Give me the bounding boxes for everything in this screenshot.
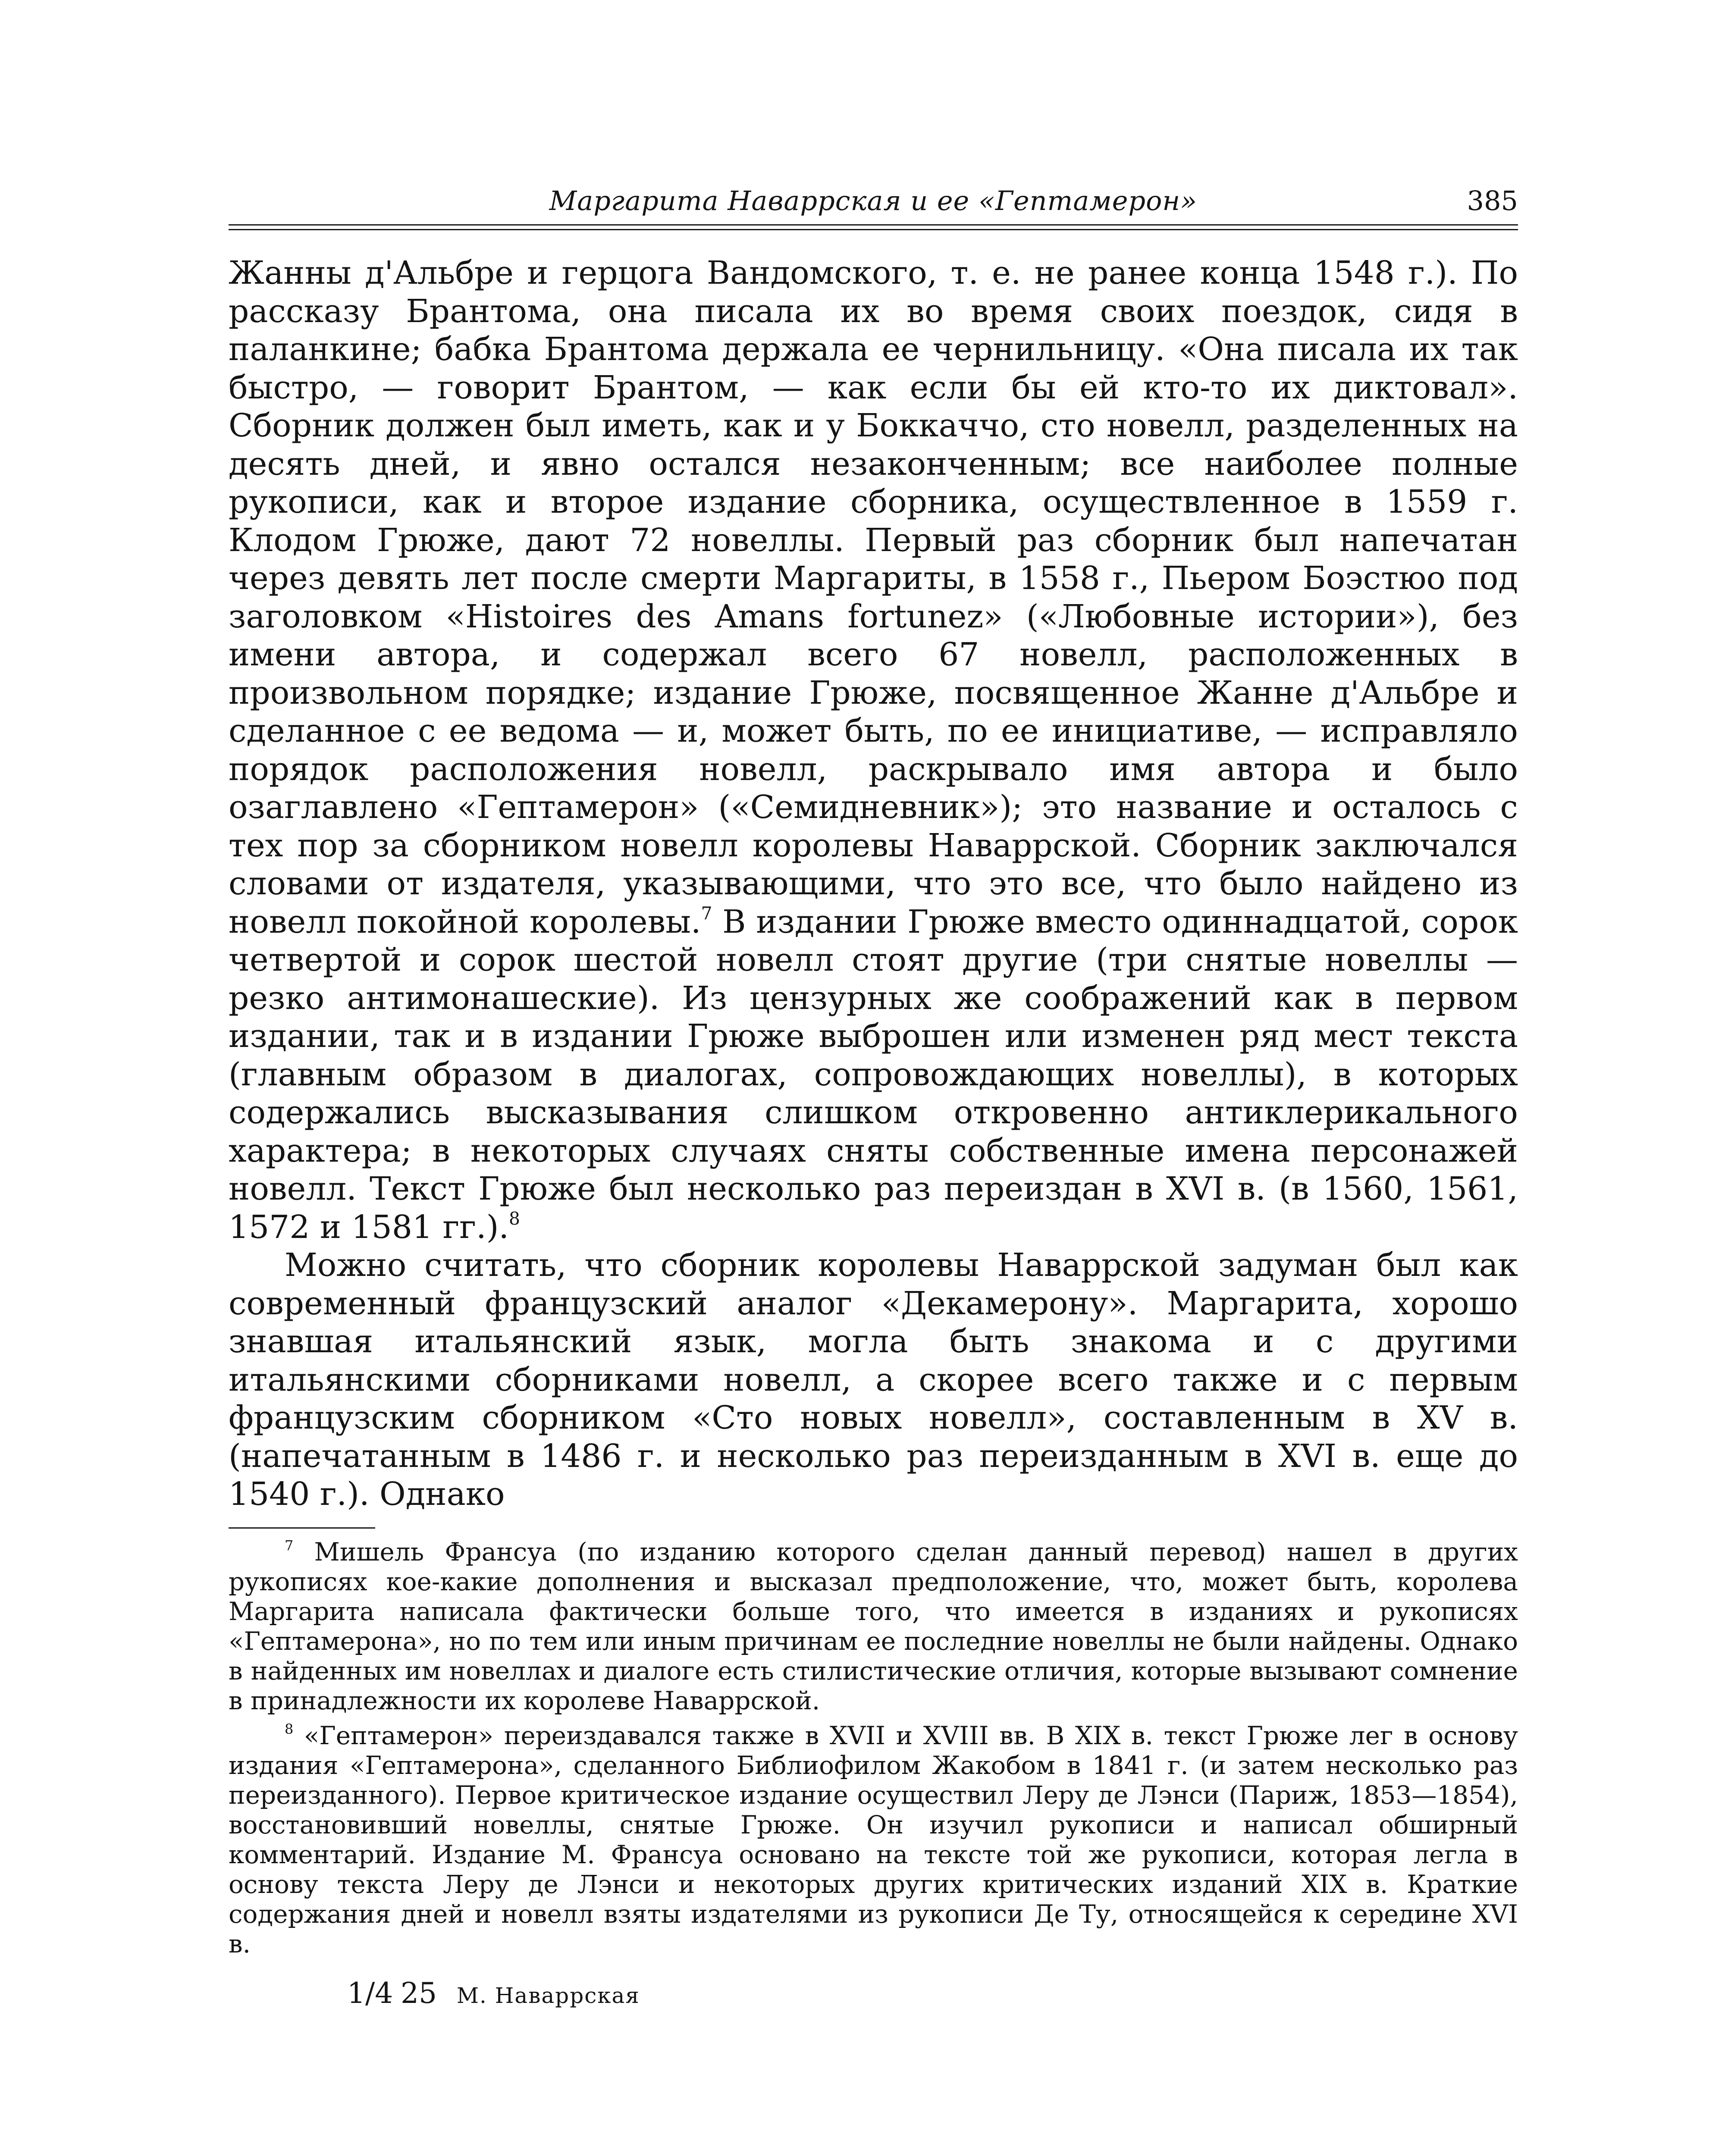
printer-signature bbox=[229, 1976, 1518, 2013]
running-title: Маргарита Наваррская и ее «Гептамерон» bbox=[549, 185, 1198, 216]
paragraph-1-text-b: В издании Грюже вместо одиннадцатой, сорок четвертой и сорок шестой новелл стоят другие (три снятые новеллы — резко антимонашеские). Из цензурных же соображений как в первом издании, так и в издании Грюже выброшен или изменен ряд мест текста (главным образом в диалогах, сопровождающих новеллы), в которых содержались высказывания слишком откровенно антиклерикального характера; в некоторых случаях сняты собственные имена персонажей новелл. Текст Грюже был несколько раз переиздан в XVI в. (в 1560, 1561, 1572 и 1581 гг.). bbox=[229, 903, 1518, 1246]
footnote-rule bbox=[229, 1527, 375, 1529]
header-rule-top bbox=[229, 224, 1518, 226]
running-header bbox=[229, 181, 1518, 221]
footnote-ref-8: 8 bbox=[509, 1208, 520, 1229]
footnote-7 bbox=[229, 1537, 1518, 1716]
paragraph-2: Можно считать, что сборник королевы Наваррской задуман был как современный французский аналог «Декамерону». Маргарита, хорошо знавшая итальянский язык, могла быть знакома и с другими итальянскими сборниками новелл, а скорее всего также и с первым французским сборником «Сто новых новелл», составленным в XV в. (напечатанным в 1486 г. и несколько раз переизданным в XVI в. еще до 1540 г.). Однако bbox=[229, 1247, 1518, 1513]
footnote-7-marker: 7 bbox=[285, 1537, 294, 1554]
book-page bbox=[229, 181, 1518, 2087]
signature-fraction: 1/4 bbox=[347, 1976, 393, 2010]
paragraph-1 bbox=[229, 254, 1518, 1246]
footnote-8-text: «Гептамерон» переиздавался также в XVII и XVIII вв. В XIX в. текст Грюже лег в основу издания «Гептамерона», сделанного Библиофилом Жакобом в 1841 г. (и затем несколько раз переизданного). Первое критическое издание осуществил Леру де Лэнси (Париж, 1853—1854), восстановивший новеллы, снятые Грюже. Он изучил рукописи и написал обширный комментарий. Издание М. Франсуа основано на тексте той же рукописи, которая легла в основу текста Леру де Лэнси и некоторых других критических изданий XIX в. Краткие содержания дней и новелл взяты издателями из рукописи Де Ту, относящейся к середине XVI в. bbox=[229, 1720, 1518, 1959]
footnote-8 bbox=[229, 1721, 1518, 1959]
paragraph-1-text-a: Жанны д'Альбре и герцога Вандомского, т. е. не ранее конца 1548 г.). По рассказу Брантома, она писала их во время своих поездок, сидя в паланкине; бабка Брантома держала ее чернильницу. «Она писала их так быстро, — говорит Брантом, — как если бы ей кто-то их диктовал». Сборник должен был иметь, как и у Боккаччо, сто новелл, разделенных на десять дней, и явно остался незаконченным; все наиболее полные рукописи, как и второе издание сборника, осуществленное в 1559 г. Клодом Грюже, дают 72 новеллы. Первый раз сборник был напечатан через девять лет после смерти Маргариты, в 1558 г., Пьером Боэстюо под заголовком «Histoires des Amans fortunez» («Любовные истории»), без имени автора, и содержал всего 67 новелл, расположенных в произвольном порядке; издание Грюже, посвященное Жанне д'Альбре и сделанное с ее ведома — и, может быть, по ее инициативе, — исправляло порядок расположения новелл, раскрывало имя автора и было озаглавлено «Гептамерон» («Семидневник»); это название и осталось с тех пор за сборником новелл королевы Наваррской. Сборник заключался словами от издателя, указывающими, что это все, что было найдено из новелл покойной королевы. bbox=[229, 254, 1518, 940]
footnote-8-marker: 8 bbox=[285, 1720, 294, 1737]
footnotes bbox=[229, 1537, 1518, 1959]
signature-number: 25 bbox=[401, 1976, 437, 2010]
header-rule-bottom bbox=[229, 229, 1518, 230]
footnote-7-text: Мишель Франсуа (по изданию которого сделан данный перевод) нашел в других рукописях кое-какие дополнения и высказал предположение, что, может быть, королева Маргарита написала фактически больше того, что имеется в изданиях и рукописях «Гептамерона», но по тем или иным причинам ее последние новеллы не были найдены. Однако в найденных им новеллах и диалоге есть стилистические отличия, которые вызывают сомнение в принадлежности их королеве Наваррской. bbox=[229, 1537, 1518, 1715]
footnote-ref-7: 7 bbox=[701, 903, 712, 924]
page-number: 385 bbox=[1467, 185, 1518, 216]
signature-name: М. Наваррская bbox=[456, 1983, 640, 2008]
main-text bbox=[229, 254, 1518, 1514]
